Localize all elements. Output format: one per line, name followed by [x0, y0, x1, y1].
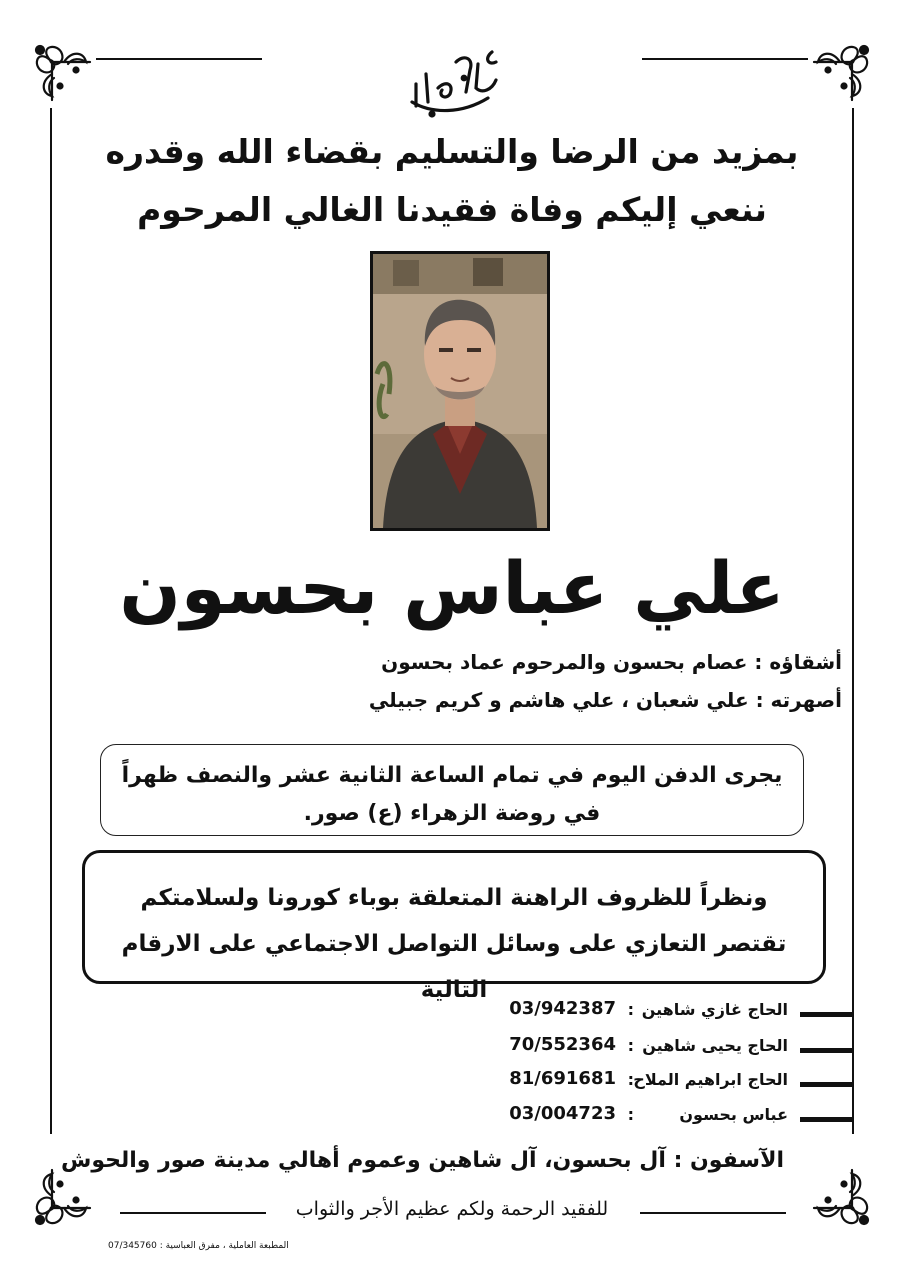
contact-name: عباس بحسون [679, 1105, 788, 1124]
contact-name: الحاج يحيى شاهين [642, 1036, 788, 1055]
opening-line: بمزيد من الرضا والتسليم بقضاء الله وقدره [105, 132, 799, 171]
contact-name: الحاج ابراهيم الملاح [633, 1070, 788, 1089]
contact-dash [800, 1117, 852, 1122]
brothers-line: أشقاؤه : عصام بحسون والمرحوم عماد بحسون [381, 650, 842, 674]
burial-time-line: يجرى الدفن اليوم في تمام الساعة الثانية عشر والنصف ظهراً [121, 763, 783, 788]
calligraphy-bismihi-taala [392, 44, 512, 122]
printer-credit: المطبعة العاملية ، مفرق العباسية : 07/345760 [108, 1241, 289, 1251]
contact-phone: 81/691681 [509, 1068, 616, 1089]
frame-left-line [50, 108, 52, 1134]
covid-notice-box [82, 850, 826, 1003]
announcement-line: ننعي إليكم وفاة فقيدنا الغالي المرحوم [137, 190, 767, 229]
contact-colon: : [627, 1070, 634, 1089]
contact-row [492, 1000, 852, 1028]
covid-notice-line1: ونظراً للظروف الراهنة المتعلقة بوباء كورونا ولسلامتكم [140, 885, 768, 911]
deceased-name: علي عباس بحسون [119, 546, 785, 630]
corner-ornament-top-left [28, 38, 98, 108]
in-laws-line: أصهرته : علي شعبان ، علي هاشم و كريم جبيلي [368, 688, 842, 712]
burial-place-line: في روضة الزهراء (ع) صور. [303, 801, 601, 826]
corner-ornament-top-right [806, 38, 876, 108]
contact-colon: : [627, 1105, 634, 1124]
frame-right-line [852, 108, 854, 1134]
frame-top-left-line [96, 58, 262, 60]
contact-row [492, 1105, 852, 1133]
frame-top-right-line [642, 58, 808, 60]
deceased-photo [370, 251, 550, 531]
contact-row [492, 1070, 852, 1098]
contact-phone: 03/942387 [509, 998, 616, 1019]
contact-colon: : [627, 1036, 634, 1055]
closing-line: للفقيد الرحمة ولكم عظيم الأجر والثواب [295, 1198, 609, 1220]
contact-phone: 03/004723 [509, 1103, 616, 1124]
contact-dash [800, 1048, 852, 1053]
contact-row [492, 1036, 852, 1064]
covid-notice-line2: تقتصر التعازي على وسائل التواصل الاجتماعي على الارقام التالية [121, 931, 787, 1003]
contact-colon: : [627, 1000, 634, 1019]
mourners-line: الآسفون : آل بحسون، آل شاهين وعموم أهالي مدينة صور والحوش [60, 1148, 784, 1173]
contact-name: الحاج غازي شاهين [641, 1000, 788, 1019]
contact-dash [800, 1012, 852, 1017]
burial-notice-box [100, 744, 804, 836]
contact-dash [800, 1082, 852, 1087]
contact-phone: 70/552364 [509, 1034, 616, 1055]
corner-ornament-bottom-right [806, 1162, 876, 1232]
